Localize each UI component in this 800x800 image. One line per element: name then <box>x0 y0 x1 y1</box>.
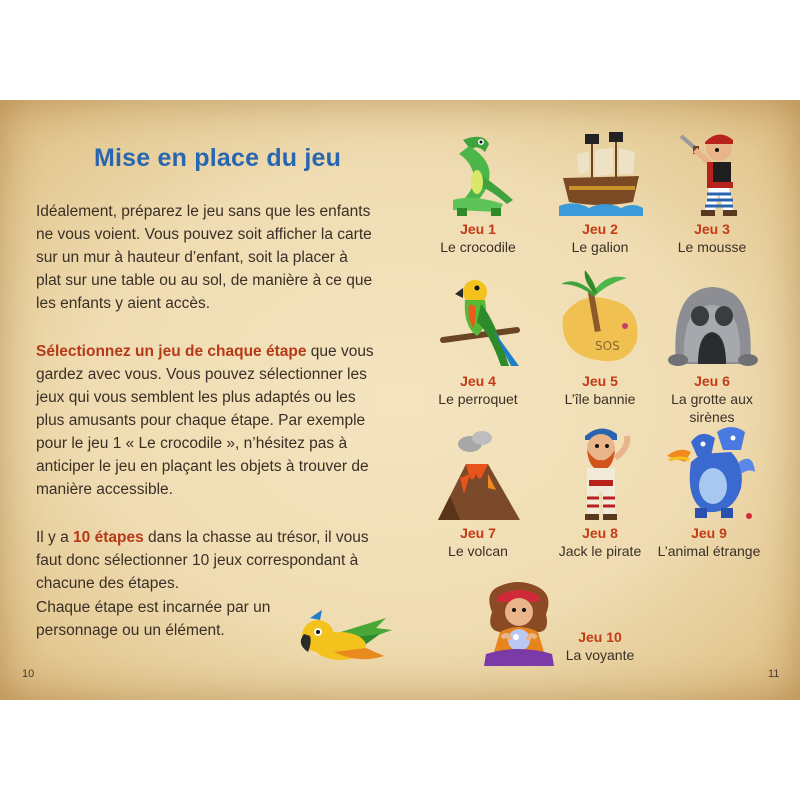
game-number: Jeu 9 <box>691 525 727 541</box>
steps-text-before: Il y a <box>36 529 74 546</box>
page-title: Mise en place du jeu <box>94 144 342 172</box>
game-name: Le perroquet <box>438 391 518 407</box>
volcano-icon <box>430 430 526 522</box>
flying-parrot-icon <box>288 600 394 670</box>
game-number: Jeu 2 <box>582 221 618 237</box>
fortune-teller-icon <box>478 582 560 668</box>
steps-text-after: dans la chasse au trésor, il vous faut donc sélectionner 10 jeux correspondant à chacune des étapes. <box>36 529 369 592</box>
cabin-boy-icon <box>667 126 757 218</box>
game-card-7 <box>423 430 533 560</box>
character-paragraph: Chaque étape est incarnée par un personnage ou un élément. <box>36 599 271 639</box>
game-name: La grotte aux sirènes <box>671 391 753 425</box>
game-number: Jeu 3 <box>694 221 730 237</box>
game-name: La voyante <box>565 647 635 663</box>
sos-sign: SOS <box>595 339 620 353</box>
game-card-9 <box>654 422 764 560</box>
game-name: Le crocodile <box>440 239 516 255</box>
game-card-5 <box>545 270 655 408</box>
game-card-8 <box>545 422 655 560</box>
skull-cave-icon <box>664 270 760 370</box>
game-name: L’animal étrange <box>657 543 761 559</box>
crocodile-icon <box>433 130 523 218</box>
pirate-icon <box>555 422 645 522</box>
selection-text: que vous gardez avec vous. Vous pouvez sélectionner les jeux qui vous semblent les plus adaptés ou les plus amusants pour chaque étape. Par exemple pour le jeu 1 « Le crocodile », n’hésitez pas à anticiper le jeu en plaçant les objets à trouver de manière accessible. <box>36 343 374 498</box>
intro-paragraph: Idéalement, préparez le jeu sans que les enfants ne vous voient. Vous pouvez soit afficher la carte sur un mur à hauteur d’enfant, soit la placer à plat sur une table ou au sol, de manière à ce que les enfants y aient accès. <box>36 203 373 312</box>
steps-highlight: 10 étapes <box>73 529 144 546</box>
game-card-1 <box>423 130 533 256</box>
page-number-left: 10 <box>22 668 35 680</box>
game-number: Jeu 7 <box>460 525 496 541</box>
game-name: Le galion <box>571 239 629 255</box>
game-number: Jeu 10 <box>578 629 622 645</box>
game-name: Jack le pirate <box>558 543 642 559</box>
galleon-icon <box>555 130 645 218</box>
game-card-6 <box>657 270 767 426</box>
game-card-4 <box>423 270 533 408</box>
dragon-icon <box>661 422 757 522</box>
page-number-right: 11 <box>768 668 780 680</box>
game-number: Jeu 5 <box>582 373 618 389</box>
selection-highlight: Sélectionnez un jeu de chaque étape <box>36 343 307 360</box>
steps-paragraph <box>36 526 376 595</box>
game-card-10 <box>555 628 645 664</box>
game-number: Jeu 6 <box>694 373 730 389</box>
game-name: L’île bannie <box>564 391 636 407</box>
game-name: Le volcan <box>448 543 508 559</box>
island-icon <box>555 270 645 370</box>
game-card-3 <box>657 126 767 256</box>
parrot-icon <box>433 270 523 370</box>
selection-paragraph <box>36 340 376 501</box>
game-number: Jeu 4 <box>460 373 496 389</box>
book-spread <box>0 100 800 700</box>
game-number: Jeu 8 <box>582 525 618 541</box>
game-name: Le mousse <box>677 239 747 255</box>
game-number: Jeu 1 <box>460 221 496 237</box>
game-card-2 <box>545 130 655 256</box>
